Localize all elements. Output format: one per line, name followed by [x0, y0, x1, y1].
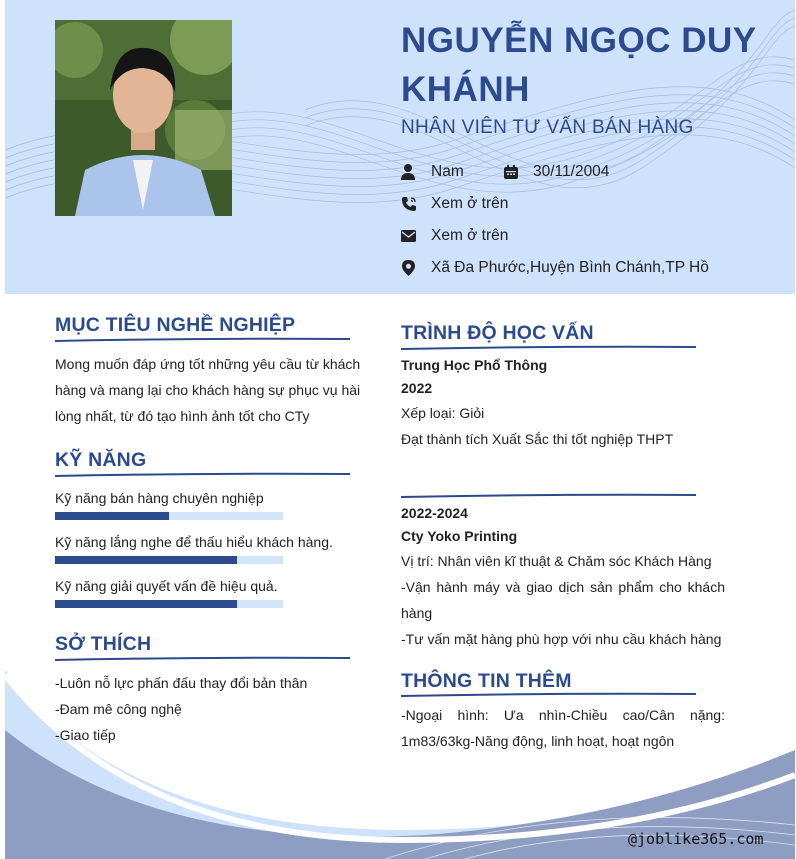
objective-text: Mong muốn đáp ứng tốt những yêu cầu từ khách hàng và mang lại cho khách hàng sự phục vụ hài lòng nhất, từ đó tạo hình ảnh tốt cho CTy	[55, 356, 361, 424]
address-row	[401, 256, 709, 280]
cv-page	[5, 0, 795, 859]
experience-underline	[401, 493, 696, 499]
experience-duty: -Vận hành máy và giao dịch sản phẩm cho khách hàng	[401, 579, 725, 621]
gender-value: Nam	[431, 163, 464, 180]
experience-company: Cty Yoko Printing	[401, 528, 518, 544]
skill-label: Kỹ năng giải quyết vấn đề hiệu quả.	[55, 578, 278, 594]
candidate-name: NGUYỄN NGỌC DUY KHÁNH	[401, 21, 756, 109]
hobby-item: -Đam mê công nghệ	[55, 701, 182, 717]
hobby-item: -Luôn nỗ lực phấn đấu thay đổi bản thân	[55, 675, 308, 691]
hobbies-underline	[55, 656, 350, 662]
email-icon	[401, 228, 417, 244]
dob-row	[503, 160, 609, 184]
education-title: TRÌNH ĐỘ HỌC VẤN	[401, 322, 594, 344]
extra-underline	[401, 692, 696, 698]
education-school: Trung Học Phổ Thông	[401, 357, 548, 373]
hobbies-title: SỞ THÍCH	[55, 633, 152, 655]
phone-value: Xem ở trên	[431, 195, 509, 212]
experience-period: 2022-2024	[401, 505, 468, 521]
email-row	[401, 224, 508, 248]
experience-duty: -Tư vấn mặt hàng phù hợp với nhu cầu khách hàng	[401, 631, 722, 647]
email-value: Xem ở trên	[431, 227, 509, 244]
phone-icon	[401, 196, 417, 212]
skill-label: Kỹ năng lắng nghe để thấu hiểu khách hàng.	[55, 534, 333, 550]
hobby-item: -Giao tiếp	[55, 727, 116, 743]
profile-photo	[55, 20, 232, 216]
skill-bar	[55, 512, 283, 520]
job-title: NHÂN VIÊN TƯ VẤN BÁN HÀNG	[401, 117, 694, 138]
skills-underline	[55, 472, 350, 478]
dob-value: 30/11/2004	[533, 163, 610, 180]
skills-title: KỸ NĂNG	[55, 449, 147, 471]
experience-position: Vị trí: Nhân viên kĩ thuật & Chăm sóc Khách Hàng	[401, 553, 712, 569]
education-year: 2022	[401, 380, 433, 396]
skill-bar-fill	[55, 512, 169, 520]
skill-label: Kỹ năng bán hàng chuyên nghiệp	[55, 490, 264, 506]
watermark: @joblike365.com	[628, 830, 764, 848]
calendar-icon	[503, 164, 519, 180]
skill-bar-fill	[55, 600, 237, 608]
objective-title: MỤC TIÊU NGHỀ NGHIỆP	[55, 314, 296, 336]
extra-text: -Ngoại hình: Ưa nhìn-Chiều cao/Cân nặng: 1m83/63kg-Năng động, linh hoạt, hoạt ngôn	[401, 707, 725, 749]
skill-bar-fill	[55, 556, 237, 564]
education-achievement: Đạt thành tích Xuất Sắc thi tốt nghiệp THPT	[401, 431, 674, 447]
user-icon	[401, 164, 417, 180]
header	[5, 0, 795, 294]
skill-bar	[55, 556, 283, 564]
education-grade: Xếp loại: Giỏi	[401, 405, 485, 421]
address-value: Xã Đa Phước,Huyện Bình Chánh,TP Hồ	[431, 259, 709, 276]
phone-row	[401, 192, 508, 216]
objective-underline	[55, 337, 350, 343]
extra-title: THÔNG TIN THÊM	[401, 670, 572, 692]
gender-row	[401, 160, 464, 184]
education-underline	[401, 345, 696, 351]
location-pin-icon	[401, 260, 417, 276]
skill-bar	[55, 600, 283, 608]
